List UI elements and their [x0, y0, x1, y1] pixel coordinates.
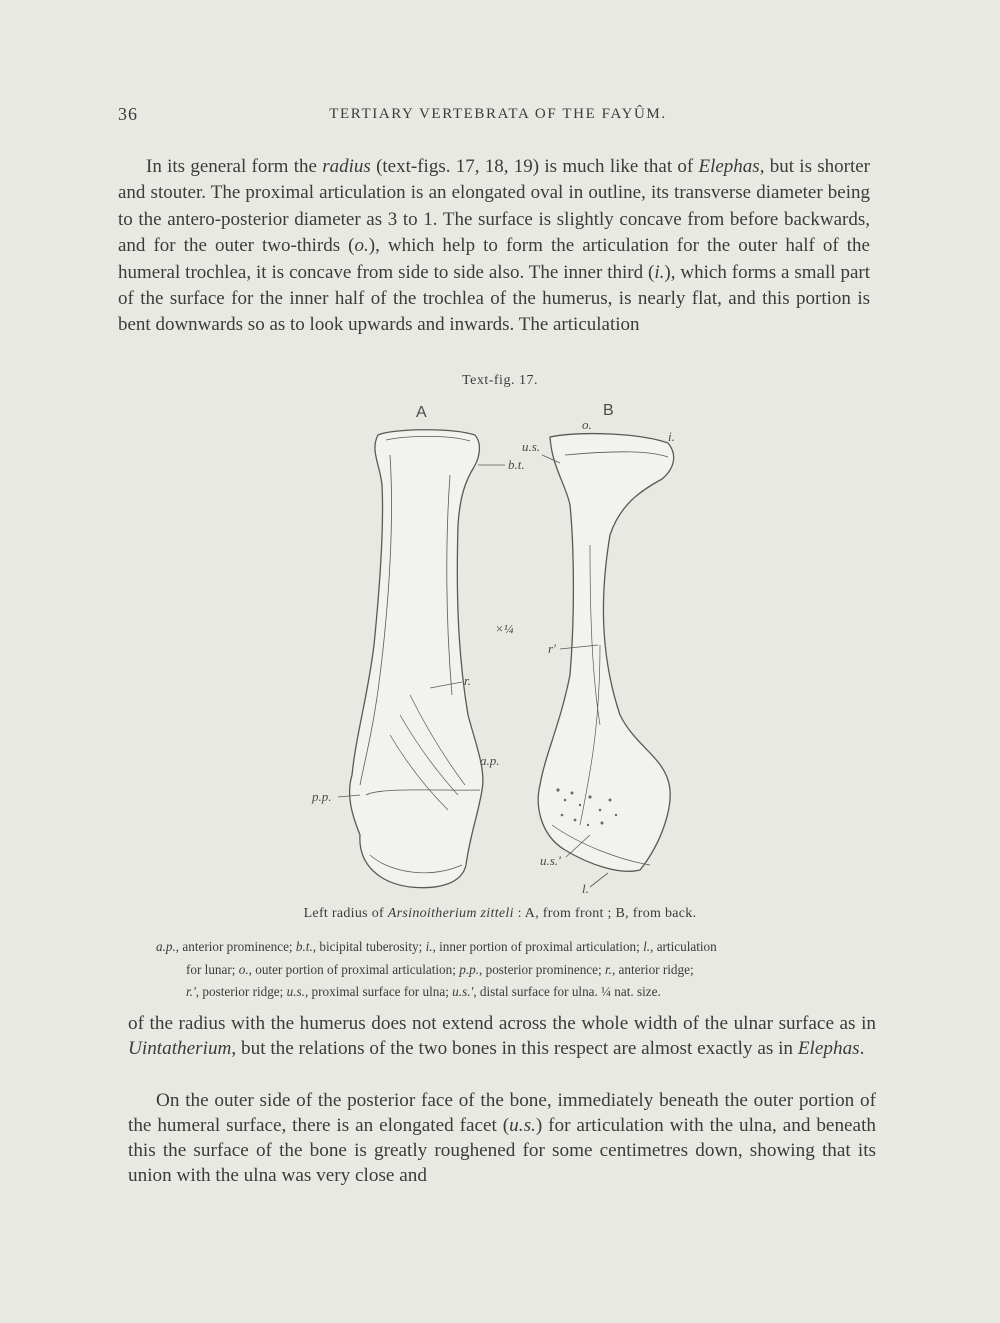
- bone-b-back-view: [538, 434, 673, 872]
- view-a-label: A: [416, 404, 427, 421]
- legend-abbreviation: u.s.: [286, 984, 305, 999]
- legend-text: , posterior prominence;: [479, 961, 605, 977]
- page-number: 36: [118, 104, 138, 124]
- annotation-r-prime: r': [548, 641, 556, 656]
- text-run: ), which help to form the articulation for the outer half of the humeral trochlea, it is concave from side to side also. The inner third (: [118, 235, 870, 283]
- text-run: ) for articulation with the ulna, and beneath this the surface of the bone is greatly roughened for some centimetres down, showing that its union with the ulna was very close and: [128, 1115, 876, 1186]
- legend-text: , distal surface for ulna. ¼ nat. size.: [473, 984, 661, 999]
- annotation-us-top: u.s.: [522, 439, 541, 454]
- legend-line: [156, 936, 878, 959]
- legend-text: , posterior ridge;: [195, 984, 287, 999]
- caption-prefix: Left radius of: [303, 906, 388, 921]
- italic-term: Elephas: [797, 1038, 860, 1059]
- annotation-l: l.: [582, 881, 589, 896]
- legend-abbreviation: l.: [643, 939, 651, 954]
- text-run: ), which forms a small part of the surface for the inner half of the trochlea of the humerus, is nearly flat, and this portion is bent downwards so as to look upwards and inwards. The articulation: [118, 261, 870, 336]
- legend-text: for lunar;: [186, 961, 239, 977]
- legend-text: , articulation: [650, 939, 717, 954]
- annotation-o: o.: [582, 417, 592, 432]
- italic-term: u.s.: [509, 1115, 536, 1136]
- italic-term: o.: [354, 235, 369, 257]
- legend-abbreviation: u.s.': [452, 984, 474, 999]
- body-paragraph-2: [128, 1011, 876, 1061]
- legend-line: [156, 959, 878, 982]
- italic-term: Uintatherium: [128, 1038, 232, 1059]
- text-run: , but the relations of the two bones in this respect are almost exactly as in: [231, 1038, 798, 1059]
- text-run: .: [859, 1038, 865, 1059]
- annotation-ap: a.p.: [480, 753, 500, 768]
- annotation-r: r.: [464, 673, 471, 688]
- annotation-i: i.: [668, 429, 675, 444]
- text-run: , but is shorter and stouter. The proximal articulation is an elongated oval in outline, its transverse diameter being to the antero-posterior diameter as 3 to 1. The surface is slightly concave from before backwards, and for the outer two-thirds (: [118, 156, 870, 257]
- bone-a-front-view: [350, 430, 483, 888]
- scale-label: ×¼: [495, 621, 514, 636]
- annotation-pp: p.p.: [312, 789, 332, 804]
- body-paragraph-1: [118, 154, 870, 339]
- figure-caption: [0, 906, 1000, 922]
- legend-abbreviation: a.p.: [156, 939, 176, 954]
- legend-text: , outer portion of proximal articulation;: [248, 961, 460, 977]
- legend-abbreviation: i.: [425, 939, 433, 954]
- italic-term: i.: [654, 261, 665, 283]
- legend-abbreviation: r.: [604, 961, 612, 977]
- figure-label: Text-fig. 17.: [462, 373, 538, 388]
- annotation-us-bottom: u.s.': [540, 853, 561, 868]
- legend-text: , inner portion of proximal articulation;: [432, 939, 644, 954]
- legend-abbreviation: p.p.: [459, 961, 479, 977]
- legend-text: , anterior prominence;: [175, 939, 296, 954]
- legend-line: [156, 981, 878, 1004]
- radius-bone-illustration: [290, 395, 710, 900]
- text-run: (text-figs. 17, 18, 19) is much like that of: [370, 156, 699, 177]
- text-run: In its general form the: [146, 156, 323, 177]
- legend-abbreviation: o.: [238, 961, 249, 977]
- italic-term: Elephas: [698, 156, 760, 177]
- page-header: [118, 104, 878, 134]
- text-run: of the radius with the humerus does not extend across the whole width of the ulnar surface as in: [128, 1013, 876, 1034]
- caption-species: Arsinoitherium zitteli: [387, 906, 514, 921]
- body-paragraph-3: [128, 1088, 876, 1188]
- legend-text: , bicipital tuberosity;: [312, 939, 426, 954]
- running-title: TERTIARY VERTEBRATA OF THE FAYÛM.: [329, 106, 667, 122]
- caption-suffix: : A, from front ; B, from back.: [513, 906, 697, 921]
- leader-l: [590, 873, 608, 887]
- annotation-bt: b.t.: [508, 457, 525, 472]
- legend-text: , proximal surface for ulna;: [304, 984, 453, 999]
- view-b-label: B: [603, 402, 614, 419]
- legend-text: , anterior ridge;: [611, 961, 694, 977]
- figure-legend: [156, 936, 878, 1004]
- italic-term: radius: [322, 156, 371, 177]
- text-run: On the outer side of the posterior face of the bone, immediately beneath the outer portion of the humeral surface, there is an elongated facet (: [128, 1090, 876, 1136]
- legend-abbreviation: r.': [186, 984, 196, 999]
- legend-abbreviation: b.t.: [295, 939, 313, 954]
- bone-drawing: [290, 395, 710, 900]
